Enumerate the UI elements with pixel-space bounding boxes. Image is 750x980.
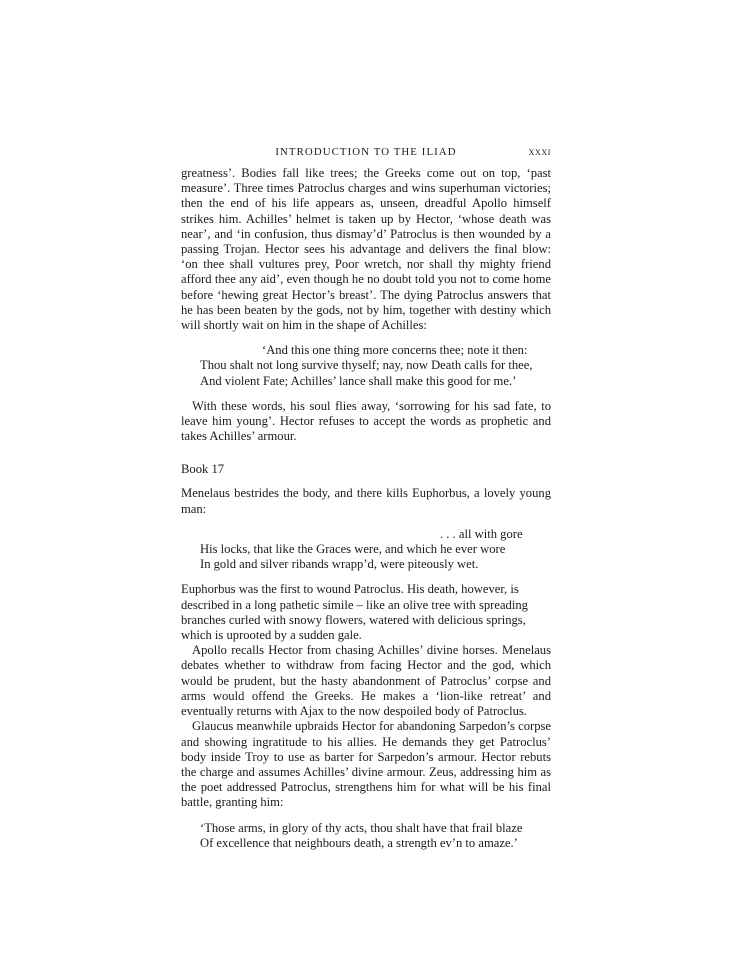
paragraph-apollo-recalls: Apollo recalls Hector from chasing Achilles’ divine horses. Menelaus debates whether to withdraw from facing Hector and the god, which would be prudent, but the hasty abandonment of Patroclus’ corpse and arms would offend the Greeks. He makes a ‘lion-like retreat’ and eventually returns with Ajax to the now despoiled body of Patroclus. xyxy=(181,643,551,719)
page-body xyxy=(181,166,551,861)
verse-quote-zeus xyxy=(200,821,551,851)
paragraph-menelaus: Menelaus bestrides the body, and there kills Euphorbus, a lovely young man: xyxy=(181,486,551,516)
verse-line: His locks, that like the Graces were, and which he ever wore xyxy=(200,542,506,557)
running-head xyxy=(181,146,551,162)
paragraph-patroclus-death: greatness’. Bodies fall like trees; the Greeks come out on top, ‘past measure’. Three times Patroclus charges and wins superhuman victories; then the end of his life appears as, unseen, dreadful Apollo himself strikes him. Achilles’ helmet is taken up by Hector, ‘whose death was near’, and ‘in confusion, thus dismay’d’ Patroclus is then wounded by a passing Trojan. Hector sees his advantage and delivers the final blow: ‘on thee shall vultures prey, Poor wretch, nor shall thy mighty friend afford thee any aid’, even though he no doubt told you not to come home before ‘hewing great Hector’s breast’. The dying Patroclus answers that he has been beaten by the gods, not by him, together with destiny which will shortly wait on him in the shape of Achilles: xyxy=(181,166,551,333)
verse-line: . . . all with gore xyxy=(440,526,523,541)
verse-quote-patroclus xyxy=(200,343,551,389)
paragraph-euphorbus-simile: Euphorbus was the first to wound Patroclus. His death, however, is described in a long pathetic simile – like an olive tree with spreading branches curled with snowy flowers, watered with delicious springs, which is uprooted by a sudden gale. xyxy=(181,582,528,643)
section-heading-book-17: Book 17 xyxy=(181,462,225,477)
verse-line: Thou shalt not long survive thyself; nay, now Death calls for thee, xyxy=(200,358,533,373)
verse-line: ‘And this one thing more concerns thee; note it then: xyxy=(262,343,528,358)
verse-line: ‘Those arms, in glory of thy acts, thou shalt have that frail blaze xyxy=(200,820,523,835)
paragraph-soul-flies: With these words, his soul flies away, ‘sorrowing for his sad fate, to leave him young’. Hector refuses to accept the words as prophetic and takes Achilles’ armour. xyxy=(181,398,551,444)
verse-quote-euphorbus xyxy=(200,527,551,573)
verse-line: Of excellence that neighbours death, a strength ev’n to amaze.’ xyxy=(200,835,518,850)
page-number: xxxi xyxy=(528,146,551,158)
verse-line: In gold and silver ribands wrapp’d, were piteously wet. xyxy=(200,557,479,572)
verse-line: And violent Fate; Achilles’ lance shall make this good for me.’ xyxy=(200,373,517,388)
paragraph-glaucus: Glaucus meanwhile upbraids Hector for abandoning Sarpedon’s corpse and showing ingratitude to his allies. He demands they get Patroclus’ body inside Troy to use as barter for Sarpedon’s armour. Hector rebuts the charge and assumes Achilles’ divine armour. Zeus, addressing him as the poet addressed Patroclus, strengthens him for what will be his final battle, granting him: xyxy=(181,719,551,810)
running-head-title: INTRODUCTION TO THE ILIAD xyxy=(275,146,457,158)
